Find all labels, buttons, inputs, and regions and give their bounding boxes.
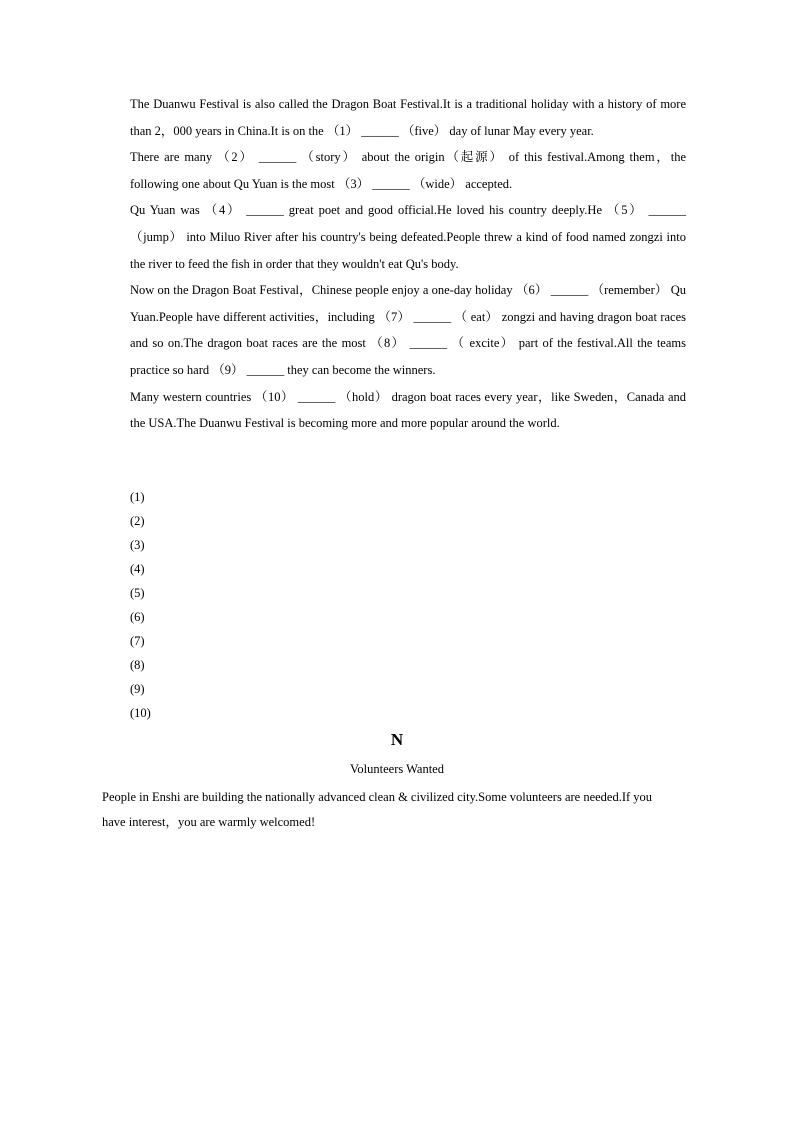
passage-paragraph-2: There are many （2） ______ （story） about the origin（起源） of this festival.Among them，the following one about Qu Yuan is the most （3） ______ （wide） accepted. — [130, 150, 686, 191]
section-letter: N — [390, 730, 404, 749]
answer-line-3: (3) — [130, 538, 145, 552]
volunteer-notice — [102, 785, 662, 835]
answer-line-10: (10) — [130, 706, 151, 720]
answer-line-9: (9) — [130, 682, 145, 696]
answer-line-4: (4) — [130, 562, 145, 576]
passage-paragraph-3: Qu Yuan was （4） ______ great poet and good official.He loved his country deeply.He （5） ______ （jump） into Miluo River after his country's being defeated.People threw a kind of food named zongzi into the river to feed the fish in order that they wouldn't eat Qu's body. — [130, 203, 686, 271]
answer-line-2: (2) — [130, 514, 145, 528]
section-title: Volunteers Wanted — [349, 762, 444, 776]
cloze-passage — [130, 91, 686, 437]
answer-line-8: (8) — [130, 658, 145, 672]
answer-list — [130, 485, 151, 725]
passage-paragraph-5: Many western countries （10） ______ （hold） dragon boat races every year，like Sweden，Canada and the USA.The Duanwu Festival is becoming more and more popular around the world. — [130, 389, 686, 431]
answer-line-5: (5) — [130, 586, 145, 600]
passage-paragraph-1: The Duanwu Festival is also called the Dragon Boat Festival.It is a traditional holiday with a history of more than 2，000 years in China.It is on the （1） ______ （five） day of lunar May every year. — [130, 97, 686, 138]
answer-line-1: (1) — [130, 490, 145, 504]
passage-paragraph-4: Now on the Dragon Boat Festival，Chinese people enjoy a one-day holiday （6） ______ （remember） Qu Yuan.People have different activities，including （7） ______ （ eat） zongzi and having dragon boat races and so on.The dragon boat races are the most （8） ______ （ excite） part of the festival.All the teams practice so hard （9） ______ they can become the winners. — [130, 283, 686, 377]
notice-text: People in Enshi are building the nationally advanced clean & civilized city.Some volunteers are needed.If you have interest，you are warmly welcomed! — [102, 790, 653, 829]
answer-line-6: (6) — [130, 610, 145, 624]
answer-line-7: (7) — [130, 634, 145, 648]
